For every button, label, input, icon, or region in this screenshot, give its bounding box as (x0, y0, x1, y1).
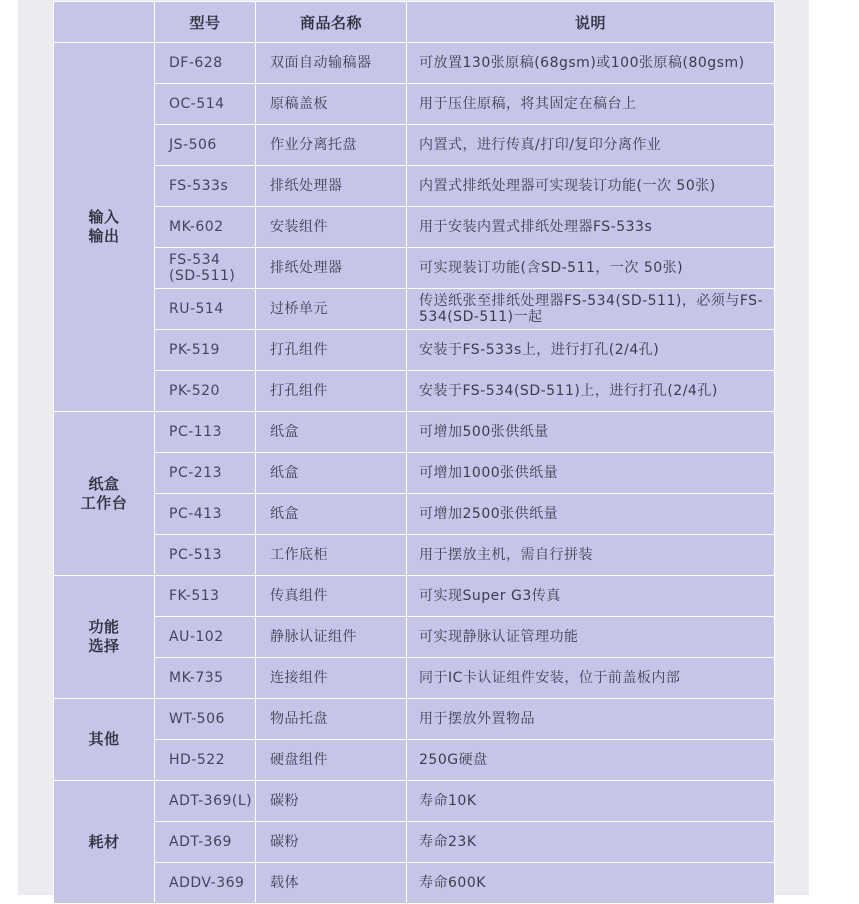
table-row (54, 699, 775, 740)
table-row (54, 84, 775, 125)
model-cell: DF-628 (155, 43, 256, 84)
table-row (54, 330, 775, 371)
product-name-cell: 打孔组件 (256, 371, 407, 412)
table-row (54, 494, 775, 535)
model-cell: MK-735 (155, 658, 256, 699)
model-cell: JS-506 (155, 125, 256, 166)
model-cell: PC-513 (155, 535, 256, 576)
category-cell: 输入 输出 (54, 43, 155, 412)
category-cell: 纸盒 工作台 (54, 412, 155, 576)
description-cell: 可放置130张原稿(68gsm)或100张原稿(80gsm) (407, 43, 775, 84)
description-cell: 传送纸张至排纸处理器FS-534(SD-511)，必须与FS-534(SD-511)一起 (407, 289, 775, 330)
table-row (54, 863, 775, 904)
model-cell: PK-519 (155, 330, 256, 371)
table-row (54, 617, 775, 658)
product-name-cell: 物品托盘 (256, 699, 407, 740)
model-cell: FS-534 (SD-511) (155, 248, 256, 289)
model-cell: PC-413 (155, 494, 256, 535)
product-name-cell: 纸盒 (256, 453, 407, 494)
description-cell: 可实现装订功能(含SD-511，一次 50张) (407, 248, 775, 289)
header-description: 说明 (407, 2, 775, 43)
table-row (54, 576, 775, 617)
description-cell: 可实现Super G3传真 (407, 576, 775, 617)
product-name-cell: 排纸处理器 (256, 248, 407, 289)
model-cell: ADT-369(L) (155, 781, 256, 822)
product-name-cell: 连接组件 (256, 658, 407, 699)
product-name-cell: 纸盒 (256, 412, 407, 453)
product-name-cell: 工作底柜 (256, 535, 407, 576)
product-name-cell: 载体 (256, 863, 407, 904)
description-cell: 可增加500张供纸量 (407, 412, 775, 453)
product-name-cell: 作业分离托盘 (256, 125, 407, 166)
description-cell: 可增加2500张供纸量 (407, 494, 775, 535)
product-options-table (53, 1, 775, 904)
category-cell: 其他 (54, 699, 155, 781)
model-cell: PK-520 (155, 371, 256, 412)
model-cell: PC-213 (155, 453, 256, 494)
description-cell: 寿命600K (407, 863, 775, 904)
description-cell: 同于IC卡认证组件安装，位于前盖板内部 (407, 658, 775, 699)
header-model: 型号 (155, 2, 256, 43)
table-row (54, 207, 775, 248)
product-name-cell: 过桥单元 (256, 289, 407, 330)
description-cell: 寿命23K (407, 822, 775, 863)
table-row (54, 371, 775, 412)
model-cell: HD-522 (155, 740, 256, 781)
description-cell: 内置式排纸处理器可实现装订功能(一次 50张) (407, 166, 775, 207)
description-cell: 可增加1000张供纸量 (407, 453, 775, 494)
table-row (54, 740, 775, 781)
description-cell: 可实现静脉认证管理功能 (407, 617, 775, 658)
model-cell: FS-533s (155, 166, 256, 207)
description-cell: 寿命10K (407, 781, 775, 822)
header-product-name: 商品名称 (256, 2, 407, 43)
table-row (54, 781, 775, 822)
product-name-cell: 纸盒 (256, 494, 407, 535)
table-row (54, 412, 775, 453)
table-row (54, 822, 775, 863)
table-row (54, 289, 775, 330)
description-cell: 用于摆放外置物品 (407, 699, 775, 740)
model-cell: FK-513 (155, 576, 256, 617)
description-cell: 安装于FS-533s上，进行打孔(2/4孔) (407, 330, 775, 371)
table-row (54, 125, 775, 166)
model-cell: OC-514 (155, 84, 256, 125)
product-name-cell: 静脉认证组件 (256, 617, 407, 658)
product-name-cell: 传真组件 (256, 576, 407, 617)
header-category (54, 2, 155, 43)
table-row (54, 43, 775, 84)
model-cell: AU-102 (155, 617, 256, 658)
model-cell: ADT-369 (155, 822, 256, 863)
model-cell: MK-602 (155, 207, 256, 248)
description-cell: 用于压住原稿，将其固定在稿台上 (407, 84, 775, 125)
product-name-cell: 硬盘组件 (256, 740, 407, 781)
product-name-cell: 打孔组件 (256, 330, 407, 371)
description-cell: 用于安装内置式排纸处理器FS-533s (407, 207, 775, 248)
description-cell: 250G硬盘 (407, 740, 775, 781)
description-cell: 安装于FS-534(SD-511)上，进行打孔(2/4孔) (407, 371, 775, 412)
model-cell: WT-506 (155, 699, 256, 740)
product-name-cell: 碳粉 (256, 822, 407, 863)
model-cell: RU-514 (155, 289, 256, 330)
table-row (54, 248, 775, 289)
table-header-row (54, 2, 775, 43)
category-cell: 耗材 (54, 781, 155, 904)
product-name-cell: 碳粉 (256, 781, 407, 822)
product-name-cell: 原稿盖板 (256, 84, 407, 125)
table-row (54, 166, 775, 207)
product-name-cell: 双面自动输稿器 (256, 43, 407, 84)
model-cell: ADDV-369 (155, 863, 256, 904)
model-cell: PC-113 (155, 412, 256, 453)
category-cell: 功能 选择 (54, 576, 155, 699)
product-name-cell: 安装组件 (256, 207, 407, 248)
product-name-cell: 排纸处理器 (256, 166, 407, 207)
table-row (54, 658, 775, 699)
table-row (54, 453, 775, 494)
table-row (54, 535, 775, 576)
description-cell: 用于摆放主机，需自行拼装 (407, 535, 775, 576)
description-cell: 内置式，进行传真/打印/复印分离作业 (407, 125, 775, 166)
